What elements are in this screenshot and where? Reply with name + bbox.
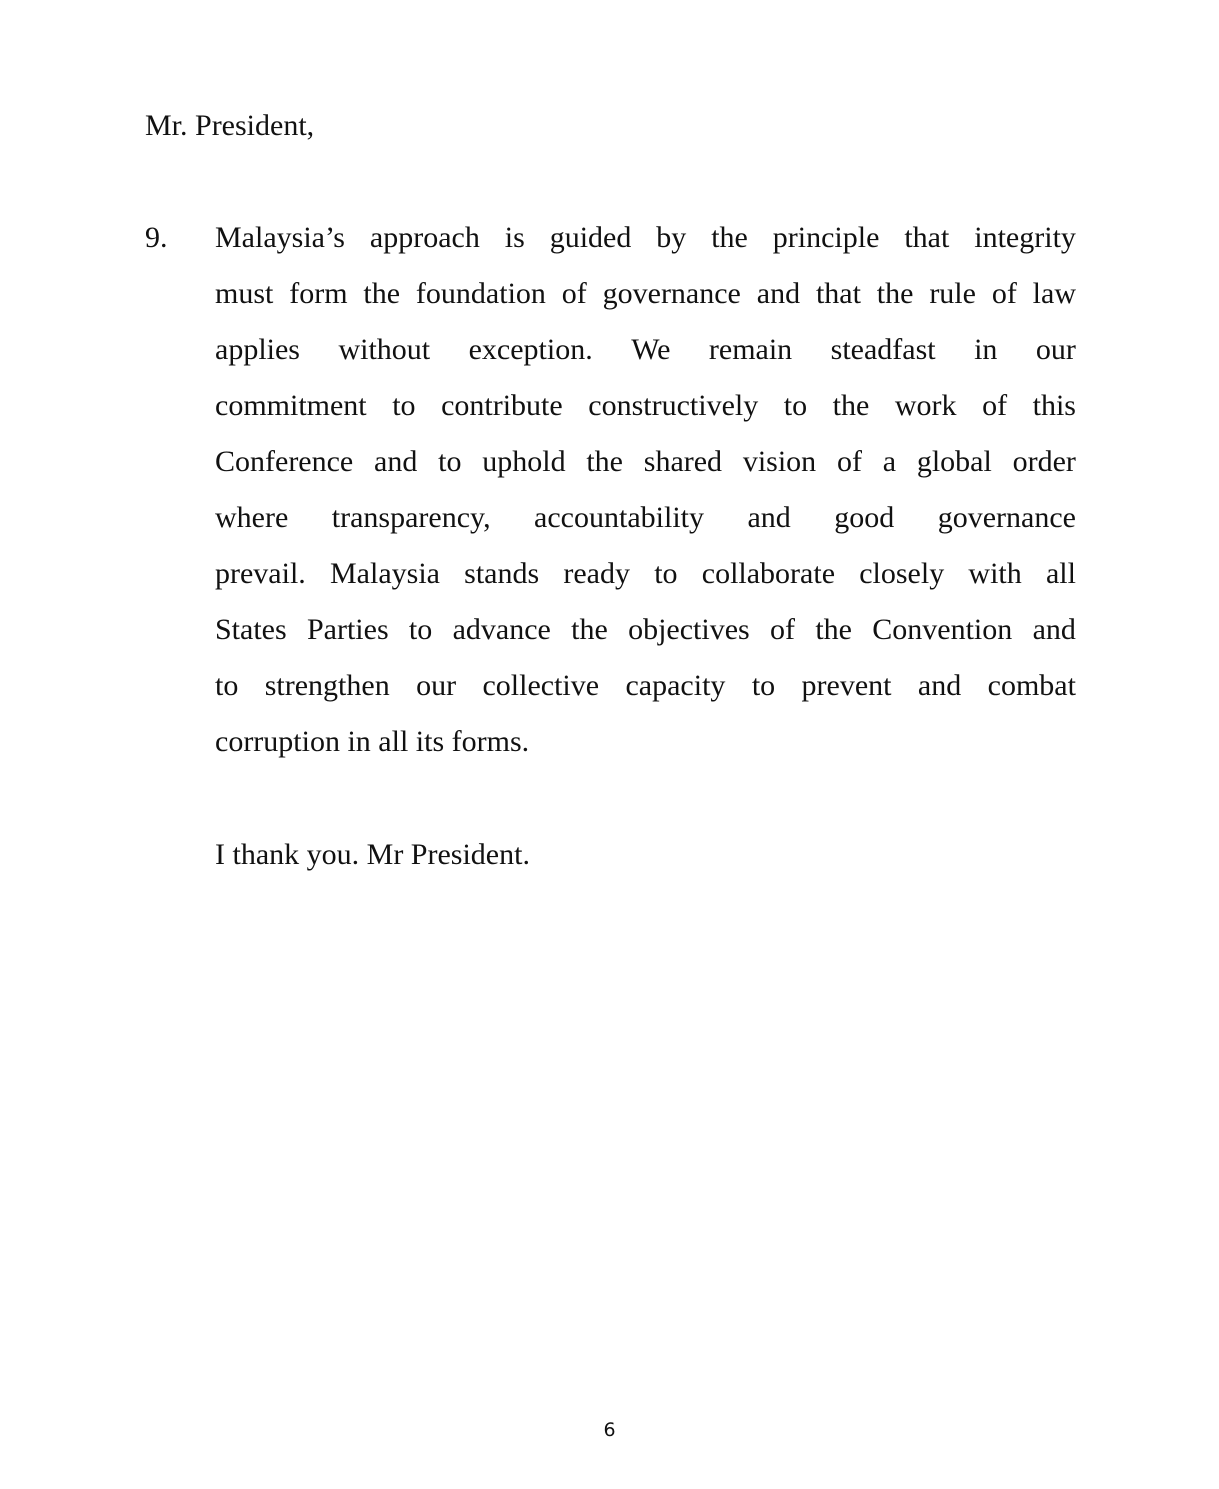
- word: We: [631, 333, 671, 366]
- word: and: [1032, 613, 1076, 646]
- paragraph-line: [215, 666, 1076, 722]
- word: to: [783, 389, 808, 422]
- word: that: [815, 277, 861, 310]
- word: a: [882, 445, 897, 478]
- word: principle: [772, 221, 880, 254]
- word: form: [289, 277, 348, 310]
- word: by: [656, 221, 687, 254]
- paragraph-line: [215, 274, 1076, 330]
- word: advance: [452, 613, 551, 646]
- word: of: [836, 445, 862, 478]
- word: order: [1012, 445, 1076, 478]
- word: global: [916, 445, 992, 478]
- word: approach: [369, 221, 480, 254]
- word: to: [392, 389, 416, 422]
- word: of: [991, 277, 1017, 310]
- word: of: [770, 613, 796, 646]
- word: vision: [742, 445, 817, 478]
- word: Malaysia: [330, 557, 440, 590]
- word: States: [215, 613, 287, 646]
- word: ready: [563, 557, 630, 590]
- word: transparency,: [331, 501, 491, 534]
- paragraph-line: corruption in all its forms.: [215, 725, 530, 758]
- word: Malaysia’s: [215, 221, 345, 254]
- word: the: [832, 389, 870, 422]
- word: combat: [987, 669, 1076, 702]
- word: Parties: [306, 613, 389, 646]
- word: Conference: [215, 445, 354, 478]
- word: governance: [602, 277, 741, 310]
- word: steadfast: [830, 333, 936, 366]
- word: without: [338, 333, 431, 366]
- page-number: 6: [603, 1419, 616, 1441]
- word: objectives: [628, 613, 750, 646]
- word: with: [968, 557, 1022, 590]
- word: governance: [937, 501, 1076, 534]
- word: work: [894, 389, 957, 422]
- word: and: [756, 277, 801, 310]
- salutation: Mr. President,: [145, 109, 315, 142]
- word: the: [815, 613, 852, 646]
- word: collective: [482, 669, 600, 702]
- word: law: [1032, 277, 1076, 310]
- word: exception.: [468, 333, 593, 366]
- word: this: [1032, 389, 1076, 422]
- word: prevail.: [215, 557, 306, 590]
- word: the: [363, 277, 401, 310]
- word: is: [504, 221, 525, 254]
- word: where: [215, 501, 289, 534]
- paragraph-line: [215, 554, 1076, 610]
- word: uphold: [482, 445, 566, 478]
- word: rule: [929, 277, 976, 310]
- word: to: [654, 557, 678, 590]
- word: accountability: [534, 501, 704, 534]
- paragraph-number: 9.: [145, 221, 168, 254]
- word: good: [834, 501, 895, 534]
- word: and: [917, 669, 962, 702]
- paragraph-line: [215, 442, 1076, 498]
- word: commitment: [215, 389, 367, 422]
- word: foundation: [415, 277, 546, 310]
- word: must: [215, 277, 274, 310]
- word: strengthen: [264, 669, 390, 702]
- word: the: [571, 613, 608, 646]
- word: and: [374, 445, 418, 478]
- word: constructively: [588, 389, 759, 422]
- word: closely: [859, 557, 945, 590]
- word: the: [586, 445, 623, 478]
- paragraph-line: [215, 218, 1076, 274]
- word: the: [711, 221, 748, 254]
- paragraph-body: [215, 218, 1076, 778]
- word: applies: [215, 333, 300, 366]
- word: Convention: [872, 613, 1013, 646]
- word: capacity: [625, 669, 726, 702]
- paragraph-line: [215, 330, 1076, 386]
- word: remain: [708, 333, 793, 366]
- closing-line: I thank you. Mr President.: [215, 838, 530, 871]
- word: in: [974, 333, 998, 366]
- word: to: [751, 669, 776, 702]
- word: to: [215, 669, 239, 702]
- word: integrity: [974, 221, 1076, 254]
- word: contribute: [441, 389, 563, 422]
- word: to: [438, 445, 462, 478]
- word: stands: [464, 557, 540, 590]
- paragraph-line: [215, 610, 1076, 666]
- word: our: [416, 669, 457, 702]
- paragraph-line: [215, 498, 1076, 554]
- word: to: [408, 613, 433, 646]
- word: of: [982, 389, 1008, 422]
- paragraph-line: [215, 386, 1076, 442]
- word: collaborate: [701, 557, 836, 590]
- word: our: [1035, 333, 1076, 366]
- word: shared: [643, 445, 723, 478]
- word: the: [876, 277, 914, 310]
- word: prevent: [801, 669, 892, 702]
- word: all: [1045, 557, 1076, 590]
- word: and: [747, 501, 791, 534]
- word: that: [904, 221, 950, 254]
- word: of: [561, 277, 587, 310]
- word: guided: [549, 221, 632, 254]
